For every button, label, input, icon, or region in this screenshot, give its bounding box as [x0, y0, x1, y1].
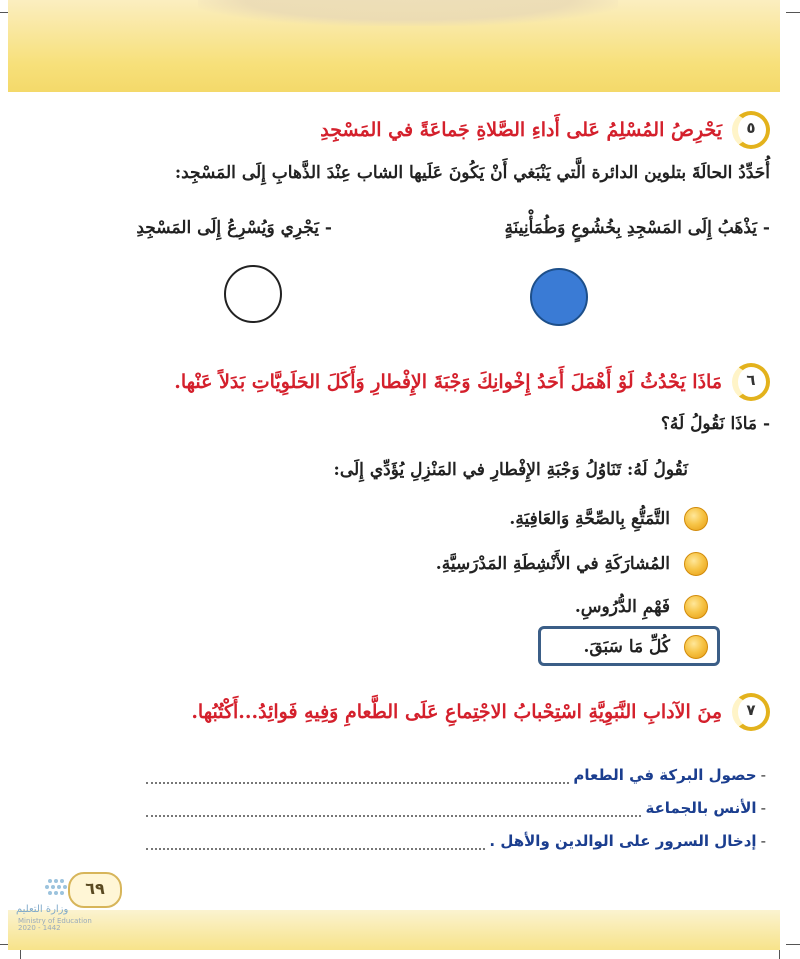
ministry-name-en: Ministry of Education — [18, 917, 92, 925]
option-label: المُشارَكَةِ في الأَنْشِطَةِ المَدْرَسِيَّةِ. — [435, 554, 670, 574]
option-label: فَهْمِ الدُّرُوسِ. — [574, 597, 670, 617]
answer-text: الأنس بالجماعة — [645, 799, 757, 817]
ministry-name: وزارة التعليم — [16, 904, 69, 915]
section-5-instruction: أُحَدِّدُ الحالَةَ بتلوين الدائرة الَّتي يَنْبَغي أَنْ يَكُونَ عَلَيها الشاب عِنْدَ الذَّهابِ إِلَى المَسْجِد: — [174, 163, 770, 183]
section-number-badge — [732, 693, 770, 731]
section-5-header — [320, 110, 770, 150]
answer-dotted-line — [146, 844, 485, 850]
section-7-title: مِنَ الآدابِ النَّبَوِيَّةِ اسْتِحْبابُ الاجْتِماعِ عَلَى الطَّعامِ وَفِيهِ فَوائِدُ...أَكْتُبُها. — [191, 701, 722, 723]
option-health[interactable] — [509, 502, 708, 536]
option-activities[interactable] — [436, 547, 708, 581]
header-ornament — [198, 0, 618, 26]
answer-line[interactable] — [146, 762, 766, 784]
choice-calm: - يَذْهَبُ إِلَى المَسْجِدِ بِخُشُوعٍ وَطُمَأْنِينَةٍ — [504, 218, 770, 238]
section-6-question: - مَاذَا نَقُولُ لَهُ؟ — [660, 414, 770, 434]
crop-mark — [786, 944, 800, 945]
option-bullet-icon — [684, 595, 708, 619]
answer-dash: - — [760, 832, 766, 850]
section-number-badge — [732, 363, 770, 401]
crop-mark — [786, 12, 800, 13]
answer-dotted-line — [146, 778, 569, 784]
section-number: ٦ — [746, 371, 756, 389]
answer-dotted-line — [146, 811, 641, 817]
answer-line[interactable] — [146, 828, 766, 850]
answer-text: حصول البركة في الطعام — [573, 766, 757, 784]
section-number-badge — [732, 111, 770, 149]
option-understanding[interactable] — [575, 590, 708, 624]
footer-band — [8, 910, 780, 950]
answer-circle-calm[interactable] — [530, 268, 588, 326]
choice-rush: - يَجْرِي وَيُسْرِعُ إِلَى المَسْجِدِ — [136, 218, 332, 238]
section-6-lead: نَقُولُ لَهُ: تَنَاوُلُ وَجْبَةِ الإِفْطارِ في المَنْزِلِ يُؤَدِّي إِلَى: — [333, 460, 688, 480]
ministry-year: 2020 - 1442 — [18, 924, 61, 932]
option-all-above[interactable] — [583, 630, 708, 664]
answer-dash: - — [760, 766, 766, 784]
option-label: كُلِّ مَا سَبَقَ. — [583, 637, 670, 657]
section-6-title: مَاذَا يَحْدُثُ لَوْ أَهْمَلَ أَحَدُ إِخْوانِكَ وَجْبَةَ الإِفْطارِ وَأَكَلَ الحَلَوِيَّاتِ بَدَلاً عَنْها. — [174, 371, 722, 393]
option-bullet-icon — [684, 507, 708, 531]
section-7-header — [191, 692, 770, 732]
section-number: ٥ — [746, 119, 756, 137]
section-5-title: يَحْرِصُ المُسْلِمُ عَلى أَداءِ الصَّلاةِ جَماعَةً في المَسْجِدِ — [320, 119, 722, 141]
answer-text: إدخال السرور على الوالدين والأهل . — [489, 832, 757, 850]
section-6-header — [174, 362, 770, 402]
answer-dash: - — [760, 799, 766, 817]
header-band — [8, 0, 780, 92]
answer-circle-rush[interactable] — [224, 265, 282, 323]
section-number: ٧ — [746, 701, 756, 719]
option-label: التَّمَتُّعِ بِالصِّحَّةِ وَالعَافِيَةِ. — [509, 509, 670, 529]
answer-line[interactable] — [146, 795, 766, 817]
option-bullet-icon — [684, 552, 708, 576]
page-number: ٦٩ — [68, 872, 122, 908]
option-bullet-icon — [684, 635, 708, 659]
